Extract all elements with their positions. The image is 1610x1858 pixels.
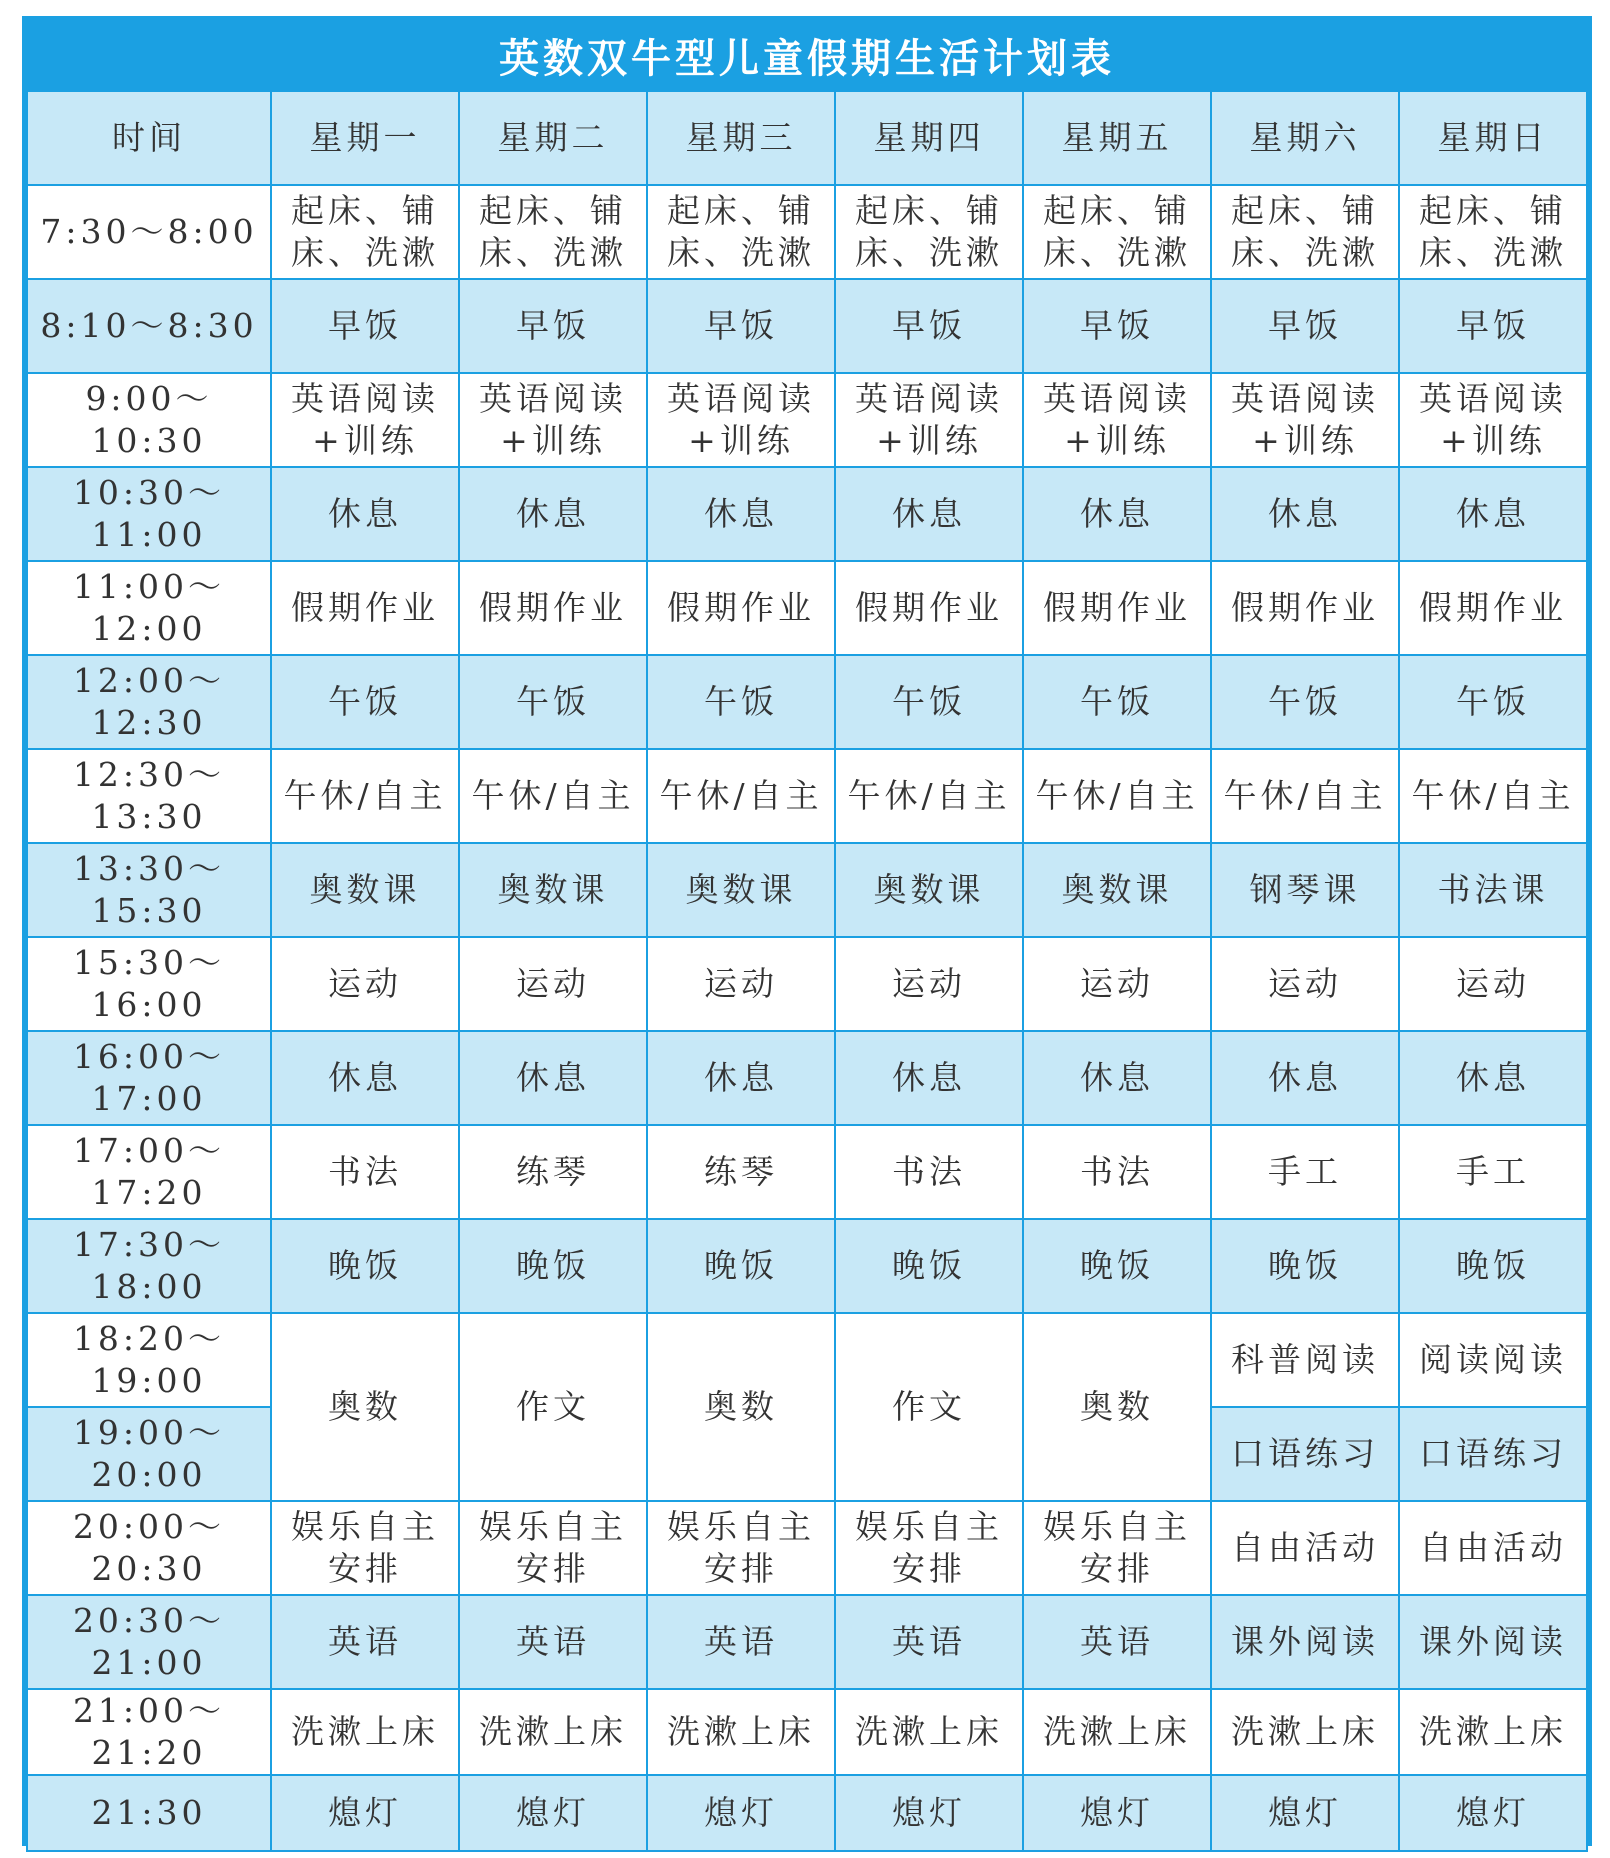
activity-cell: 英语	[271, 1595, 459, 1689]
activity-cell: 英语	[459, 1595, 647, 1689]
activity-cell: 午饭	[1211, 655, 1399, 749]
time-cell: 20:30～21:00	[27, 1595, 271, 1689]
activity-cell: 娱乐自主安排	[1023, 1501, 1211, 1595]
activity-cell: 熄灯	[1211, 1775, 1399, 1851]
activity-cell: 起床、铺床、洗漱	[271, 185, 459, 279]
activity-cell: 手工	[1399, 1125, 1587, 1219]
activity-cell: 钢琴课	[1211, 843, 1399, 937]
time-cell: 16:00～17:00	[27, 1031, 271, 1125]
activity-cell: 午休/自主	[1023, 749, 1211, 843]
activity-cell: 书法	[835, 1125, 1023, 1219]
activity-cell: 午饭	[1023, 655, 1211, 749]
activity-cell: 休息	[1399, 467, 1587, 561]
time-cell: 17:30～18:00	[27, 1219, 271, 1313]
header-monday: 星期一	[271, 91, 459, 185]
header-sunday: 星期日	[1399, 91, 1587, 185]
activity-cell: 自由活动	[1211, 1501, 1399, 1595]
header-saturday: 星期六	[1211, 91, 1399, 185]
activity-cell: 起床、铺床、洗漱	[647, 185, 835, 279]
activity-cell: 口语练习	[1211, 1407, 1399, 1501]
activity-cell: 英语阅读+训练	[1023, 373, 1211, 467]
table-row	[27, 843, 1587, 937]
time-cell: 12:00～12:30	[27, 655, 271, 749]
activity-cell: 课外阅读	[1211, 1595, 1399, 1689]
time-cell: 11:00～12:00	[27, 561, 271, 655]
activity-cell: 午饭	[459, 655, 647, 749]
activity-cell: 早饭	[1211, 279, 1399, 373]
schedule-table	[26, 90, 1588, 1852]
activity-cell: 午饭	[1399, 655, 1587, 749]
activity-cell: 奥数	[1023, 1313, 1211, 1501]
activity-cell: 洗漱上床	[647, 1689, 835, 1775]
activity-cell: 课外阅读	[1399, 1595, 1587, 1689]
activity-cell: 英语阅读+训练	[271, 373, 459, 467]
activity-cell: 午休/自主	[835, 749, 1023, 843]
activity-cell: 晚饭	[459, 1219, 647, 1313]
activity-cell: 起床、铺床、洗漱	[1211, 185, 1399, 279]
activity-cell: 午休/自主	[271, 749, 459, 843]
activity-cell: 洗漱上床	[271, 1689, 459, 1775]
activity-cell: 休息	[835, 467, 1023, 561]
activity-cell: 书法	[1023, 1125, 1211, 1219]
activity-cell: 作文	[459, 1313, 647, 1501]
time-cell: 13:30～15:30	[27, 843, 271, 937]
activity-cell: 早饭	[647, 279, 835, 373]
activity-cell: 运动	[835, 937, 1023, 1031]
activity-cell: 休息	[1211, 467, 1399, 561]
activity-cell: 娱乐自主安排	[271, 1501, 459, 1595]
activity-cell: 自由活动	[1399, 1501, 1587, 1595]
time-cell: 21:30	[27, 1775, 271, 1851]
activity-cell: 休息	[459, 1031, 647, 1125]
activity-cell: 阅读阅读	[1399, 1313, 1587, 1407]
activity-cell: 英语	[835, 1595, 1023, 1689]
activity-cell: 午饭	[647, 655, 835, 749]
activity-cell: 熄灯	[459, 1775, 647, 1851]
schedule-frame	[22, 16, 1592, 1846]
activity-cell: 运动	[1023, 937, 1211, 1031]
activity-cell: 早饭	[271, 279, 459, 373]
activity-cell: 熄灯	[835, 1775, 1023, 1851]
activity-cell: 英语阅读+训练	[1399, 373, 1587, 467]
activity-cell: 假期作业	[271, 561, 459, 655]
activity-cell: 晚饭	[1399, 1219, 1587, 1313]
activity-cell: 运动	[647, 937, 835, 1031]
activity-cell: 熄灯	[1023, 1775, 1211, 1851]
activity-cell: 晚饭	[1023, 1219, 1211, 1313]
time-cell: 18:20～19:00	[27, 1313, 271, 1407]
activity-cell: 英语阅读+训练	[835, 373, 1023, 467]
table-row	[27, 561, 1587, 655]
activity-cell: 英语阅读+训练	[459, 373, 647, 467]
activity-cell: 假期作业	[459, 561, 647, 655]
activity-cell: 运动	[271, 937, 459, 1031]
activity-cell: 英语	[1023, 1595, 1211, 1689]
table-row	[27, 749, 1587, 843]
header-friday: 星期五	[1023, 91, 1211, 185]
activity-cell: 奥数课	[1023, 843, 1211, 937]
table-row	[27, 1125, 1587, 1219]
activity-cell: 休息	[271, 1031, 459, 1125]
time-cell: 8:10～8:30	[27, 279, 271, 373]
activity-cell: 早饭	[1399, 279, 1587, 373]
table-row	[27, 1031, 1587, 1125]
activity-cell: 休息	[459, 467, 647, 561]
activity-cell: 奥数课	[271, 843, 459, 937]
activity-cell: 书法课	[1399, 843, 1587, 937]
time-cell: 7:30～8:00	[27, 185, 271, 279]
activity-cell: 休息	[1399, 1031, 1587, 1125]
time-cell: 20:00～20:30	[27, 1501, 271, 1595]
activity-cell: 作文	[835, 1313, 1023, 1501]
activity-cell: 休息	[647, 467, 835, 561]
header-row	[27, 91, 1587, 185]
activity-cell: 假期作业	[1211, 561, 1399, 655]
time-cell: 12:30～13:30	[27, 749, 271, 843]
activity-cell: 起床、铺床、洗漱	[835, 185, 1023, 279]
activity-cell: 晚饭	[835, 1219, 1023, 1313]
activity-cell: 娱乐自主安排	[459, 1501, 647, 1595]
time-cell: 17:00～17:20	[27, 1125, 271, 1219]
activity-cell: 奥数课	[459, 843, 647, 937]
activity-cell: 休息	[1211, 1031, 1399, 1125]
activity-cell: 晚饭	[647, 1219, 835, 1313]
activity-cell: 休息	[835, 1031, 1023, 1125]
table-row	[27, 937, 1587, 1031]
activity-cell: 假期作业	[647, 561, 835, 655]
activity-cell: 熄灯	[271, 1775, 459, 1851]
activity-cell: 手工	[1211, 1125, 1399, 1219]
activity-cell: 休息	[1023, 1031, 1211, 1125]
activity-cell: 午饭	[271, 655, 459, 749]
activity-cell: 休息	[1023, 467, 1211, 561]
activity-cell: 书法	[271, 1125, 459, 1219]
activity-cell: 午休/自主	[647, 749, 835, 843]
header-time: 时间	[27, 91, 271, 185]
activity-cell: 练琴	[647, 1125, 835, 1219]
activity-cell: 假期作业	[1399, 561, 1587, 655]
activity-cell: 英语	[647, 1595, 835, 1689]
activity-cell: 科普阅读	[1211, 1313, 1399, 1407]
activity-cell: 娱乐自主安排	[647, 1501, 835, 1595]
activity-cell: 练琴	[459, 1125, 647, 1219]
activity-cell: 奥数课	[647, 843, 835, 937]
activity-cell: 运动	[1211, 937, 1399, 1031]
activity-cell: 洗漱上床	[1399, 1689, 1587, 1775]
table-row	[27, 373, 1587, 467]
time-cell: 10:30～11:00	[27, 467, 271, 561]
table-row	[27, 655, 1587, 749]
activity-cell: 英语阅读+训练	[1211, 373, 1399, 467]
activity-cell: 英语阅读+训练	[647, 373, 835, 467]
activity-cell: 熄灯	[647, 1775, 835, 1851]
table-row	[27, 1219, 1587, 1313]
header-thursday: 星期四	[835, 91, 1023, 185]
time-cell: 15:30～16:00	[27, 937, 271, 1031]
activity-cell: 起床、铺床、洗漱	[1023, 185, 1211, 279]
table-row	[27, 1313, 1587, 1407]
table-row	[27, 185, 1587, 279]
activity-cell: 休息	[271, 467, 459, 561]
time-cell: 9:00～10:30	[27, 373, 271, 467]
activity-cell: 早饭	[459, 279, 647, 373]
header-wednesday: 星期三	[647, 91, 835, 185]
activity-cell: 假期作业	[1023, 561, 1211, 655]
activity-cell: 运动	[1399, 937, 1587, 1031]
table-row	[27, 1689, 1587, 1775]
table-row	[27, 1501, 1587, 1595]
activity-cell: 熄灯	[1399, 1775, 1587, 1851]
activity-cell: 洗漱上床	[1211, 1689, 1399, 1775]
activity-cell: 午饭	[835, 655, 1023, 749]
activity-cell: 午休/自主	[1211, 749, 1399, 843]
activity-cell: 洗漱上床	[835, 1689, 1023, 1775]
activity-cell: 运动	[459, 937, 647, 1031]
table-row	[27, 1775, 1587, 1851]
activity-cell: 起床、铺床、洗漱	[459, 185, 647, 279]
activity-cell: 奥数	[271, 1313, 459, 1501]
time-cell: 21:00～21:20	[27, 1689, 271, 1775]
activity-cell: 洗漱上床	[459, 1689, 647, 1775]
header-tuesday: 星期二	[459, 91, 647, 185]
table-row	[27, 1595, 1587, 1689]
time-cell: 19:00～20:00	[27, 1407, 271, 1501]
activity-cell: 午休/自主	[459, 749, 647, 843]
page-title: 英数双牛型儿童假期生活计划表	[26, 20, 1588, 90]
activity-cell: 奥数课	[835, 843, 1023, 937]
table-row	[27, 279, 1587, 373]
table-row	[27, 467, 1587, 561]
activity-cell: 假期作业	[835, 561, 1023, 655]
activity-cell: 早饭	[1023, 279, 1211, 373]
activity-cell: 口语练习	[1399, 1407, 1587, 1501]
activity-cell: 洗漱上床	[1023, 1689, 1211, 1775]
activity-cell: 起床、铺床、洗漱	[1399, 185, 1587, 279]
activity-cell: 休息	[647, 1031, 835, 1125]
activity-cell: 早饭	[835, 279, 1023, 373]
activity-cell: 晚饭	[1211, 1219, 1399, 1313]
activity-cell: 午休/自主	[1399, 749, 1587, 843]
activity-cell: 晚饭	[271, 1219, 459, 1313]
activity-cell: 娱乐自主安排	[835, 1501, 1023, 1595]
activity-cell: 奥数	[647, 1313, 835, 1501]
